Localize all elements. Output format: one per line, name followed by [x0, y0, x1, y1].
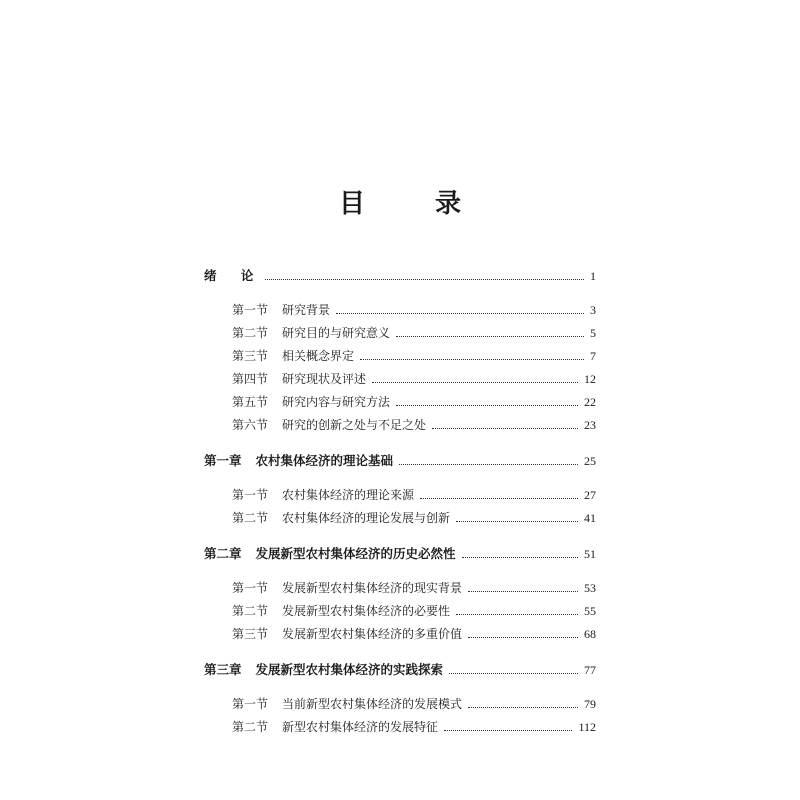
- page-number: 22: [584, 395, 596, 409]
- chapter-heading: 发展新型农村集体经济的历史必然性: [255, 546, 456, 561]
- toc-chapter-entry[interactable]: [204, 266, 596, 289]
- section-heading: 发展新型农村集体经济的现实背景: [282, 581, 463, 595]
- dot-leader: [399, 464, 578, 465]
- page-number: 25: [584, 454, 596, 468]
- dot-leader: [462, 557, 578, 558]
- section-label: 第一节: [232, 303, 269, 317]
- page-number: 3: [590, 303, 596, 317]
- toc-section-entry[interactable]: [204, 486, 596, 509]
- toc-section-entry[interactable]: [204, 579, 596, 602]
- toc-chapter-entry[interactable]: [204, 660, 596, 683]
- toc-section-entry[interactable]: [204, 301, 596, 324]
- dot-leader: [420, 498, 578, 499]
- section-label: 第二节: [232, 326, 269, 340]
- chapter-label: 第二章: [204, 546, 242, 561]
- toc-section-entry[interactable]: [204, 370, 596, 393]
- section-heading: 研究目的与研究意义: [282, 326, 391, 340]
- section-label: 第四节: [232, 372, 269, 386]
- toc-section-entry[interactable]: [204, 416, 596, 439]
- dot-leader: [468, 707, 578, 708]
- dot-leader: [449, 673, 578, 674]
- section-heading: 农村集体经济的理论发展与创新: [282, 511, 451, 525]
- dot-leader: [336, 313, 584, 314]
- section-heading: 相关概念界定: [282, 349, 355, 363]
- toc-chapter-entry[interactable]: [204, 451, 596, 474]
- page-number: 68: [584, 627, 596, 641]
- page-number: 7: [590, 349, 596, 363]
- page-number: 12: [584, 372, 596, 386]
- dot-leader: [432, 428, 578, 429]
- page-number: 55: [584, 604, 596, 618]
- toc-section-entry[interactable]: [204, 509, 596, 532]
- section-heading: 研究现状及评述: [282, 372, 367, 386]
- section-label: 第三节: [232, 627, 269, 641]
- section-label: 第一节: [232, 581, 269, 595]
- dot-leader: [396, 336, 584, 337]
- dot-leader: [360, 359, 584, 360]
- toc-section-entry[interactable]: [204, 347, 596, 370]
- chapter-heading: 农村集体经济的理论基础: [255, 453, 394, 468]
- toc-section-entry[interactable]: [204, 625, 596, 648]
- page-title: 目 录: [338, 189, 483, 219]
- page-number: 77: [584, 663, 596, 677]
- dot-leader: [444, 730, 572, 731]
- toc-section-entry[interactable]: [204, 324, 596, 347]
- section-label: 第一节: [232, 697, 269, 711]
- section-label: 第五节: [232, 395, 269, 409]
- dot-leader: [456, 614, 578, 615]
- section-heading: 新型农村集体经济的发展特征: [282, 720, 439, 734]
- page-number: 41: [584, 511, 596, 525]
- toc-section-entry[interactable]: [204, 393, 596, 416]
- dot-leader: [456, 521, 578, 522]
- section-heading: 研究的创新之处与不足之处: [282, 418, 427, 432]
- page-number: 79: [584, 697, 596, 711]
- section-heading: 发展新型农村集体经济的必要性: [282, 604, 451, 618]
- toc-section-entry[interactable]: [204, 602, 596, 625]
- section-heading: 研究背景: [282, 303, 331, 317]
- section-label: 第一节: [232, 488, 269, 502]
- dot-leader: [468, 591, 578, 592]
- dot-leader: [265, 279, 584, 280]
- page-number: 23: [584, 418, 596, 432]
- section-label: 第二节: [232, 511, 269, 525]
- table-of-contents: [204, 266, 596, 741]
- section-heading: 农村集体经济的理论来源: [282, 488, 415, 502]
- page-number: 5: [590, 326, 596, 340]
- section-heading: 发展新型农村集体经济的多重价值: [282, 627, 463, 641]
- section-label: 第二节: [232, 604, 269, 618]
- section-label: 第三节: [232, 349, 269, 363]
- chapter-label: 第一章: [204, 453, 242, 468]
- page-number: 112: [578, 720, 596, 734]
- dot-leader: [468, 637, 578, 638]
- toc-chapter-entry[interactable]: [204, 544, 596, 567]
- chapter-heading: 发展新型农村集体经济的实践探索: [255, 662, 444, 677]
- chapter-label: 第三章: [204, 662, 242, 677]
- chapter-label: 绪 论: [204, 268, 264, 283]
- dot-leader: [396, 405, 578, 406]
- section-label: 第六节: [232, 418, 269, 432]
- toc-section-entry[interactable]: [204, 718, 596, 741]
- page-number: 1: [590, 269, 596, 283]
- toc-section-entry[interactable]: [204, 695, 596, 718]
- dot-leader: [372, 382, 578, 383]
- section-heading: 当前新型农村集体经济的发展模式: [282, 697, 463, 711]
- section-heading: 研究内容与研究方法: [282, 395, 391, 409]
- page-number: 53: [584, 581, 596, 595]
- page-number: 51: [584, 547, 596, 561]
- section-label: 第二节: [232, 720, 269, 734]
- page-number: 27: [584, 488, 596, 502]
